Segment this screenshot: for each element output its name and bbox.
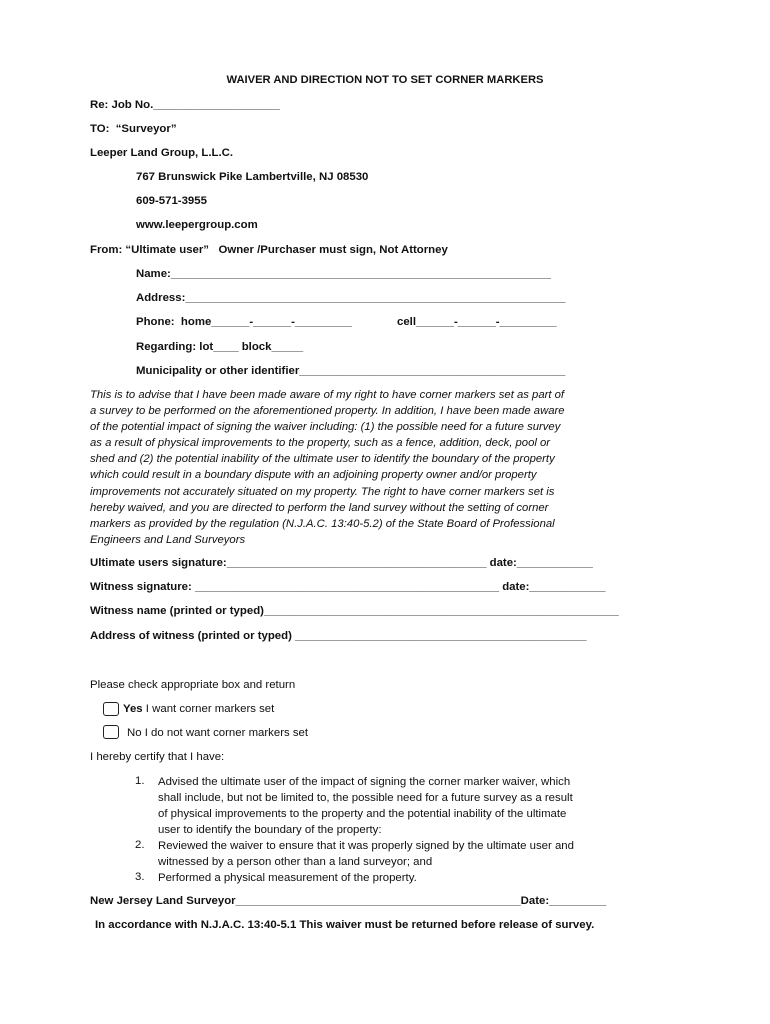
certify-item-3 [158, 870, 417, 886]
paragraph-line: This is to advise that I have been made aware of my right to have corner markers set as part of [90, 389, 565, 401]
certify-item-1 [158, 774, 573, 838]
name-field[interactable]: Name:____________________________________________________________ [136, 268, 551, 280]
no-option-label: No I do not want corner markers set [127, 727, 309, 739]
paragraph-line: improvements not accurately situated on my property. The right to have corner markers set is [90, 485, 555, 498]
address-field[interactable]: Address:____________________________________________________________ [136, 292, 566, 304]
company-name: Leeper Land Group, L.L.C. [90, 147, 234, 159]
certify-item-line: user to identify the boundary of the property: [158, 824, 382, 836]
from-line: From: “Ultimate user” Owner /Purchaser must sign, Not Attorney [90, 244, 448, 256]
certify-item-2 [158, 838, 574, 870]
paragraph-line: as a result of physical improvements to the property, such as a fence, addition, deck, pool or [90, 437, 551, 450]
certify-item-line: witnessed by a person other than a land surveyor; and [158, 856, 433, 868]
paragraph-line: hereby waived, and you are directed to perform the land survey without the setting of corner [90, 501, 549, 514]
certify-item-line: Advised the ultimate user of the impact of signing the corner marker waiver, which [158, 776, 571, 788]
yes-label-bold: Yes [123, 703, 143, 715]
certify-item-line: shall include, but not be limited to, the possible need for a future survey as a result [158, 792, 573, 804]
job-number-field[interactable]: Re: Job No.____________________ [90, 99, 280, 111]
municipality-field[interactable]: Municipality or other identifier__________________________________________ [136, 365, 566, 377]
paragraph-line: which could result in a boundary dispute with an adjoining property owner and/or property [90, 469, 537, 482]
witness-name-field[interactable]: Witness name (printed or typed)________________________________________________________ [90, 605, 619, 617]
yes-label-text: I want corner markers set [142, 703, 275, 715]
certify-item-number: 3. [135, 871, 145, 883]
paragraph-line: markers as provided by the regulation (N.J.A.C. 13:40-5.2) of the State Board of Professional [90, 517, 555, 530]
certify-item-line: of physical improvements to the property and the potential inability of the ultimate [158, 808, 567, 820]
footer-notice: In accordance with N.J.A.C. 13:40-5.1 This waiver must be returned before release of survey. [95, 919, 595, 931]
paragraph-line: a survey to be performed on the aforementioned property. In addition, I have been made aware [90, 405, 565, 418]
paragraph-line: Engineers and Land Surveyors [90, 533, 246, 546]
regarding-lot-block-field[interactable]: Regarding: lot____ block_____ [136, 341, 304, 353]
yes-option-label [123, 702, 274, 716]
certify-intro: I hereby certify that I have: [90, 751, 225, 763]
no-checkbox[interactable] [103, 725, 119, 739]
home-phone-field[interactable]: Phone: home______-______-_________ [136, 316, 352, 328]
surveyor-signature-field[interactable]: New Jersey Land Surveyor_____________________________________________Date:_________ [90, 895, 607, 907]
company-address: 767 Brunswick Pike Lambertville, NJ 08530 [136, 171, 369, 183]
paragraph-line: of the potential impact of signing the waiver including: (1) the possible need for a future survey [90, 421, 561, 434]
company-phone: 609-571-3955 [136, 195, 207, 207]
witness-signature-field[interactable]: Witness signature: ________________________________________________ date:____________ [90, 581, 606, 593]
ultimate-user-signature-field[interactable]: Ultimate users signature:_________________________________________ date:____________ [90, 557, 593, 569]
check-instruction: Please check appropriate box and return [90, 679, 296, 691]
witness-address-field[interactable]: Address of witness (printed or typed) ______________________________________________ [90, 630, 587, 642]
cell-phone-field[interactable]: cell______-______-_________ [397, 316, 557, 328]
certify-item-number: 2. [135, 839, 145, 851]
yes-checkbox[interactable] [103, 702, 119, 716]
to-line: TO: “Surveyor” [90, 123, 177, 135]
certify-item-line: Performed a physical measurement of the property. [158, 872, 417, 884]
certify-item-line: Reviewed the waiver to ensure that it was properly signed by the ultimate user and [158, 840, 574, 852]
company-website: www.leepergroup.com [136, 219, 258, 231]
certify-item-number: 1. [135, 775, 145, 787]
paragraph-line: shed and (2) the potential inability of the ultimate user to identify the boundary of the property [90, 453, 555, 466]
form-title: WAIVER AND DIRECTION NOT TO SET CORNER MARKERS [226, 74, 544, 86]
waiver-paragraph [90, 387, 690, 548]
